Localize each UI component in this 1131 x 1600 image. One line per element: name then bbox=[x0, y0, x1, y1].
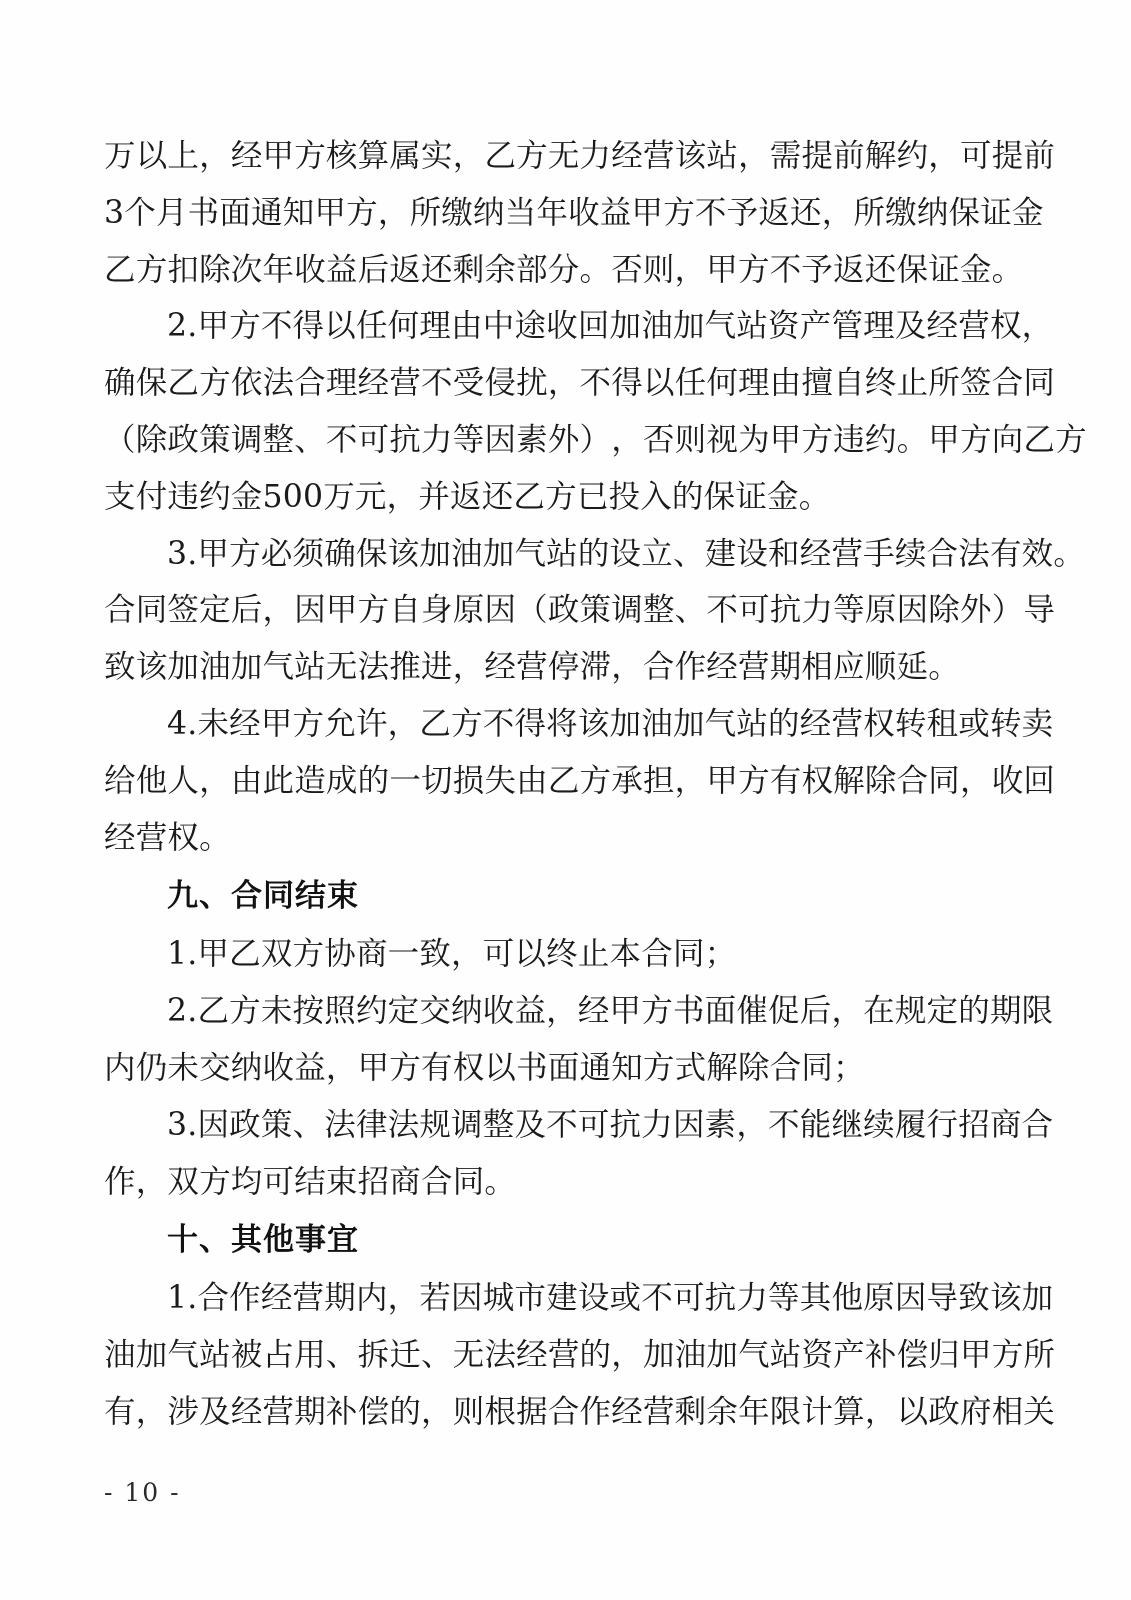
section-heading-nine: 九、合同结束 bbox=[167, 878, 359, 915]
text-glyph: 甲 bbox=[631, 194, 664, 231]
text-glyph: 加 bbox=[706, 1337, 739, 1374]
text-glyph: 力 bbox=[801, 592, 834, 629]
text-glyph: 经 bbox=[611, 138, 643, 174]
text-glyph: 方 bbox=[801, 421, 834, 458]
text-glyph: 余 bbox=[706, 1393, 739, 1430]
text-glyph: 提 bbox=[801, 138, 834, 174]
text-glyph: ， bbox=[864, 1393, 897, 1430]
text-glyph: 方 bbox=[346, 194, 378, 231]
text-glyph: 同 bbox=[135, 592, 168, 629]
text-line bbox=[104, 128, 1056, 185]
section-nine-item-3 bbox=[104, 1097, 1054, 1211]
text-glyph: 营 bbox=[642, 138, 675, 174]
text-line bbox=[104, 753, 1056, 810]
text-glyph: 合 bbox=[104, 592, 136, 629]
text-glyph: 、 bbox=[325, 1337, 358, 1374]
text-glyph: 除 bbox=[864, 762, 897, 799]
text-glyph: 计 bbox=[801, 1393, 834, 1430]
text-glyph: 实 bbox=[421, 138, 453, 174]
text-glyph: 法 bbox=[484, 1337, 517, 1374]
text-glyph: 个 bbox=[124, 194, 156, 231]
text-glyph: 解 bbox=[833, 762, 865, 799]
text-glyph: 合 bbox=[547, 1393, 580, 1430]
text-glyph: 担 bbox=[642, 762, 675, 799]
text-glyph: 扰 bbox=[516, 365, 548, 402]
text-glyph: 方 bbox=[579, 762, 612, 799]
text-glyph: 整 bbox=[642, 592, 675, 629]
text-glyph: 万 bbox=[104, 138, 136, 174]
text-glyph: 由 bbox=[230, 762, 263, 799]
text-glyph: 收 bbox=[568, 194, 600, 231]
text-glyph: 除 bbox=[928, 592, 960, 629]
text-glyph: 补 bbox=[325, 1393, 358, 1430]
text-glyph: 用 bbox=[294, 1337, 326, 1374]
text-line bbox=[104, 1097, 1054, 1154]
text-line bbox=[104, 639, 1026, 696]
text-glyph: 可 bbox=[959, 138, 992, 174]
text-glyph: 方 bbox=[991, 1337, 1024, 1374]
text-glyph: 依 bbox=[230, 365, 263, 402]
text-glyph: 提 bbox=[991, 138, 1024, 174]
text-glyph: ， bbox=[928, 138, 960, 174]
text-glyph: 气 bbox=[738, 1337, 770, 1374]
text-glyph: 因 bbox=[294, 592, 326, 629]
clause-3 bbox=[104, 526, 1086, 696]
text-line bbox=[104, 696, 1054, 753]
text-glyph: 为 bbox=[738, 421, 770, 458]
text-glyph: 经 bbox=[230, 1393, 263, 1430]
text-glyph: 经 bbox=[230, 138, 263, 174]
text-glyph: 关 bbox=[1023, 1393, 1056, 1430]
text-glyph: 人 bbox=[167, 762, 200, 799]
text-glyph: 甲 bbox=[769, 421, 802, 458]
text-glyph: 整 bbox=[262, 421, 295, 458]
text-glyph: 该 bbox=[674, 138, 707, 174]
text-glyph: 3 bbox=[104, 194, 125, 231]
text-glyph: 加 bbox=[642, 1337, 675, 1374]
text-glyph: 所 bbox=[1023, 1337, 1056, 1374]
text-glyph: 需 bbox=[769, 138, 802, 174]
text-line bbox=[104, 526, 1086, 583]
text-glyph: 他 bbox=[135, 762, 168, 799]
text-glyph: 乙 bbox=[1023, 421, 1056, 458]
text-line-content: 1.合作经营期内，若因城市建设或不可抗力等其他原因导致该加 bbox=[167, 1280, 1054, 1317]
text-line-content: 致该加油加气站无法推进，经营停滞，合作经营期相应顺延。 bbox=[104, 649, 960, 686]
text-glyph: 保 bbox=[948, 194, 981, 231]
text-glyph: ， bbox=[421, 1393, 453, 1430]
text-glyph: 向 bbox=[991, 421, 1024, 458]
text-glyph: 限 bbox=[769, 1393, 802, 1430]
text-glyph: 合 bbox=[896, 762, 929, 799]
text-glyph: ， bbox=[262, 592, 295, 629]
text-glyph: 力 bbox=[579, 138, 612, 174]
text-glyph: 因 bbox=[484, 421, 517, 458]
text-glyph: 气 bbox=[167, 1337, 200, 1374]
text-glyph: 以 bbox=[135, 138, 168, 174]
text-glyph: 定 bbox=[199, 592, 231, 629]
text-glyph: 力 bbox=[421, 421, 453, 458]
text-glyph: 则 bbox=[452, 1393, 485, 1430]
text-glyph: 益 bbox=[599, 194, 632, 231]
text-glyph: 法 bbox=[262, 365, 295, 402]
text-line bbox=[104, 1384, 1056, 1441]
text-line bbox=[104, 1154, 1026, 1211]
text-glyph: 月 bbox=[155, 194, 188, 231]
text-glyph: 缴 bbox=[441, 194, 473, 231]
text-glyph: 因 bbox=[484, 592, 517, 629]
text-glyph: ， bbox=[611, 421, 643, 458]
text-glyph: 外 bbox=[547, 421, 580, 458]
text-glyph: 确 bbox=[104, 365, 136, 402]
text-glyph: 期 bbox=[294, 1393, 326, 1430]
text-glyph: 证 bbox=[980, 194, 1012, 231]
text-glyph: 约 bbox=[864, 421, 897, 458]
text-glyph: 有 bbox=[769, 762, 802, 799]
text-glyph: 政 bbox=[928, 1393, 960, 1430]
text-glyph: 合 bbox=[294, 365, 326, 402]
text-glyph: 营 bbox=[642, 1393, 675, 1430]
text-line-content: 3.因政策、法律法规调整及不可抗力因素，不能继续履行招商合 bbox=[167, 1106, 1054, 1143]
text-glyph: 偿 bbox=[896, 1337, 929, 1374]
text-glyph: 不 bbox=[421, 365, 453, 402]
text-glyph: ， bbox=[199, 138, 231, 174]
text-glyph: 的 bbox=[389, 1393, 422, 1430]
text-glyph: ， bbox=[674, 762, 707, 799]
text-glyph: 还 bbox=[790, 194, 822, 231]
text-glyph: 方 bbox=[294, 138, 326, 174]
text-glyph: 根 bbox=[484, 1393, 517, 1430]
text-glyph: 营 bbox=[547, 1337, 580, 1374]
text-glyph: 。 bbox=[896, 421, 929, 458]
text-glyph: 属 bbox=[389, 138, 422, 174]
text-glyph: 造 bbox=[294, 762, 326, 799]
text-line-content: 3.甲方必须确保该加油加气站的设立、建设和经营手续合法有效。 bbox=[167, 535, 1086, 572]
text-glyph: 所 bbox=[853, 194, 886, 231]
text-line-content: 2.甲方不得以任何理由中途收回加油加气站资产管理及经营权， bbox=[167, 308, 1054, 345]
text-glyph: 站 bbox=[769, 1337, 802, 1374]
paragraph-continued bbox=[104, 128, 1056, 298]
text-glyph: 资 bbox=[801, 1337, 834, 1374]
text-glyph: 权 bbox=[801, 762, 834, 799]
document-body bbox=[104, 128, 1087, 1441]
text-glyph: 以 bbox=[896, 1393, 929, 1430]
clause-2 bbox=[104, 298, 1087, 525]
text-glyph: 甲 bbox=[959, 1337, 992, 1374]
text-glyph: 策 bbox=[579, 592, 612, 629]
text-glyph: 剩 bbox=[674, 1393, 707, 1430]
text-glyph: 作 bbox=[579, 1393, 612, 1430]
text-line bbox=[104, 810, 1026, 867]
text-glyph: 前 bbox=[833, 138, 865, 174]
text-glyph: 调 bbox=[230, 421, 263, 458]
text-glyph: 无 bbox=[452, 1337, 485, 1374]
text-glyph: 偿 bbox=[357, 1393, 390, 1430]
text-glyph: 知 bbox=[282, 194, 315, 231]
text-glyph: ， bbox=[547, 365, 580, 402]
text-glyph: 何 bbox=[706, 365, 739, 402]
text-glyph: 收 bbox=[991, 762, 1024, 799]
text-glyph: 违 bbox=[833, 421, 865, 458]
text-glyph: 抗 bbox=[769, 592, 802, 629]
text-glyph: 据 bbox=[516, 1393, 548, 1430]
text-line bbox=[104, 983, 1054, 1040]
text-glyph: 理 bbox=[325, 365, 358, 402]
text-glyph: 经 bbox=[611, 1393, 643, 1430]
text-glyph: 返 bbox=[758, 194, 791, 231]
text-glyph: ， bbox=[135, 1393, 168, 1430]
text-glyph: 给 bbox=[104, 762, 136, 799]
text-glyph: 切 bbox=[421, 762, 453, 799]
text-glyph: 损 bbox=[452, 762, 485, 799]
text-glyph: 自 bbox=[389, 592, 422, 629]
text-glyph: 当 bbox=[504, 194, 537, 231]
text-glyph: 、 bbox=[421, 1337, 453, 1374]
text-glyph: 签 bbox=[167, 592, 200, 629]
text-glyph: 营 bbox=[389, 365, 422, 402]
text-glyph: 面 bbox=[219, 194, 252, 231]
text-glyph: 书 bbox=[187, 194, 220, 231]
text-line bbox=[104, 582, 1056, 639]
text-glyph: ， bbox=[199, 762, 231, 799]
text-glyph: 迁 bbox=[389, 1337, 422, 1374]
text-glyph: 的 bbox=[579, 1337, 612, 1374]
text-line-content: 支付违约金500万元，并返还乙方已投入的保证金。 bbox=[104, 478, 831, 515]
clause-4 bbox=[104, 696, 1056, 866]
text-glyph: 甲 bbox=[706, 762, 739, 799]
text-glyph: 纳 bbox=[472, 194, 505, 231]
text-glyph: 则 bbox=[674, 421, 707, 458]
text-line bbox=[104, 469, 1026, 526]
text-glyph: 所 bbox=[409, 194, 442, 231]
text-glyph: ， bbox=[821, 194, 854, 231]
text-glyph: 年 bbox=[738, 1393, 770, 1430]
text-glyph: 政 bbox=[547, 592, 580, 629]
text-glyph: 解 bbox=[864, 138, 897, 174]
text-glyph: 归 bbox=[928, 1337, 960, 1374]
section-heading-ten: 十、其他事宜 bbox=[167, 1222, 359, 1259]
text-glyph: 终 bbox=[864, 365, 897, 402]
text-glyph: 府 bbox=[959, 1393, 992, 1430]
text-glyph: 纳 bbox=[916, 194, 949, 231]
text-glyph: 核 bbox=[325, 138, 358, 174]
text-glyph: 甲 bbox=[314, 194, 347, 231]
text-glyph: 站 bbox=[199, 1337, 231, 1374]
text-glyph: 任 bbox=[674, 365, 707, 402]
text-line bbox=[104, 1327, 1056, 1384]
text-glyph: 方 bbox=[1055, 421, 1087, 458]
text-glyph: 及 bbox=[199, 1393, 231, 1430]
text-glyph: ） bbox=[579, 421, 612, 458]
text-glyph: 方 bbox=[357, 592, 390, 629]
text-line bbox=[104, 1040, 1026, 1097]
text-glyph: 金 bbox=[1011, 194, 1044, 231]
text-line bbox=[104, 355, 1056, 412]
text-glyph: 除 bbox=[135, 421, 168, 458]
text-glyph: 甲 bbox=[325, 592, 358, 629]
text-glyph: 的 bbox=[357, 762, 390, 799]
text-glyph: 油 bbox=[674, 1337, 707, 1374]
text-line-content: 乙方扣除次年收益后返还剩余部分。否则，甲方不予返还保证金。 bbox=[104, 251, 1024, 288]
text-glyph: 回 bbox=[1023, 762, 1056, 799]
text-line-content: 作，双方均可结束招商合同。 bbox=[104, 1163, 517, 1200]
text-line-content: 4.未经甲方允许，乙方不得将该加油加气站的经营权转租或转卖 bbox=[167, 705, 1054, 742]
text-glyph: 乙 bbox=[484, 138, 517, 174]
text-glyph: ， bbox=[377, 194, 410, 231]
text-glyph: 外 bbox=[959, 592, 992, 629]
text-glyph: 营 bbox=[262, 1393, 295, 1430]
text-glyph: 同 bbox=[1023, 365, 1056, 402]
text-glyph: 由 bbox=[769, 365, 802, 402]
text-glyph: 经 bbox=[516, 1337, 548, 1374]
text-line bbox=[104, 242, 1026, 299]
text-glyph: 侵 bbox=[484, 365, 517, 402]
text-glyph: 方 bbox=[959, 421, 992, 458]
text-glyph: 所 bbox=[928, 365, 960, 402]
text-glyph: 调 bbox=[611, 592, 643, 629]
text-glyph: 策 bbox=[199, 421, 231, 458]
text-glyph: 算 bbox=[833, 1393, 865, 1430]
text-glyph: 等 bbox=[452, 421, 485, 458]
text-glyph: 擅 bbox=[801, 365, 834, 402]
text-glyph: （ bbox=[104, 421, 136, 458]
page-number: - 10 - bbox=[104, 1478, 181, 1507]
text-glyph: 否 bbox=[642, 421, 675, 458]
text-glyph: 甲 bbox=[928, 421, 960, 458]
text-glyph: 签 bbox=[959, 365, 992, 402]
text-glyph: 导 bbox=[1023, 592, 1056, 629]
text-glyph: 予 bbox=[726, 194, 759, 231]
text-glyph: 经 bbox=[357, 365, 390, 402]
text-glyph: 方 bbox=[663, 194, 695, 231]
section-nine-item-1 bbox=[104, 926, 1026, 983]
text-glyph: 占 bbox=[262, 1337, 295, 1374]
text-glyph: 理 bbox=[738, 365, 770, 402]
text-glyph: 涉 bbox=[167, 1393, 200, 1430]
text-glyph: 后 bbox=[230, 592, 263, 629]
text-line-content: 1.甲乙双方协商一致，可以终止本合同； bbox=[167, 936, 737, 973]
text-glyph: 乙 bbox=[547, 762, 580, 799]
text-line-content: 2.乙方未按照约定交纳收益，经甲方书面催促后，在规定的期限 bbox=[167, 993, 1054, 1030]
text-glyph: 上 bbox=[167, 138, 200, 174]
text-glyph: 身 bbox=[421, 592, 453, 629]
text-line bbox=[104, 298, 1054, 355]
text-glyph: 年 bbox=[536, 194, 569, 231]
text-glyph: 承 bbox=[611, 762, 643, 799]
text-glyph: 、 bbox=[674, 592, 707, 629]
text-glyph: 素 bbox=[516, 421, 548, 458]
text-glyph: 自 bbox=[833, 365, 865, 402]
text-glyph: 有 bbox=[104, 1393, 136, 1430]
text-line-content: 内仍未交纳收益，甲方有权以书面通知方式解除合同； bbox=[104, 1049, 865, 1086]
text-glyph: 得 bbox=[611, 365, 643, 402]
text-glyph: 不 bbox=[706, 592, 739, 629]
text-glyph: 加 bbox=[135, 1337, 168, 1374]
text-glyph: ， bbox=[738, 138, 770, 174]
text-glyph: 一 bbox=[389, 762, 422, 799]
text-line bbox=[104, 926, 1026, 983]
text-glyph: 不 bbox=[325, 421, 358, 458]
text-glyph: 拆 bbox=[357, 1337, 390, 1374]
text-glyph: 油 bbox=[104, 1337, 136, 1374]
section-nine-item-2 bbox=[104, 983, 1054, 1097]
text-glyph: 算 bbox=[357, 138, 390, 174]
text-glyph: 前 bbox=[1023, 138, 1056, 174]
text-line bbox=[104, 185, 1044, 242]
text-glyph: 缴 bbox=[885, 194, 917, 231]
text-glyph: 通 bbox=[251, 194, 283, 231]
text-line bbox=[104, 1270, 1054, 1327]
text-glyph: 因 bbox=[896, 592, 929, 629]
text-glyph: 止 bbox=[896, 365, 929, 402]
text-glyph: 原 bbox=[452, 592, 485, 629]
text-glyph: 被 bbox=[230, 1337, 263, 1374]
text-glyph: 同 bbox=[928, 762, 960, 799]
text-glyph: 等 bbox=[833, 592, 865, 629]
text-glyph: 视 bbox=[706, 421, 739, 458]
text-glyph: 由 bbox=[516, 762, 548, 799]
text-glyph: ， bbox=[611, 1337, 643, 1374]
text-glyph: ） bbox=[991, 592, 1024, 629]
text-glyph: 不 bbox=[579, 365, 612, 402]
text-glyph: ， bbox=[452, 138, 485, 174]
text-glyph: 抗 bbox=[389, 421, 422, 458]
section-ten-item-1 bbox=[104, 1270, 1056, 1440]
text-glyph: 方 bbox=[199, 365, 231, 402]
text-line-content: 经营权。 bbox=[104, 819, 231, 856]
text-glyph: 合 bbox=[991, 365, 1024, 402]
text-glyph: 不 bbox=[694, 194, 727, 231]
text-glyph: 以 bbox=[642, 365, 675, 402]
text-glyph: 甲 bbox=[262, 138, 295, 174]
text-glyph: ， bbox=[959, 762, 992, 799]
text-glyph: 此 bbox=[262, 762, 295, 799]
text-glyph: 、 bbox=[294, 421, 326, 458]
text-glyph: 保 bbox=[135, 365, 168, 402]
text-glyph: （ bbox=[516, 592, 548, 629]
text-glyph: 乙 bbox=[167, 365, 200, 402]
text-glyph: 相 bbox=[991, 1393, 1024, 1430]
text-glyph: 无 bbox=[547, 138, 580, 174]
text-glyph: 方 bbox=[738, 762, 770, 799]
text-glyph: 原 bbox=[864, 592, 897, 629]
text-glyph: 补 bbox=[864, 1337, 897, 1374]
text-glyph: 受 bbox=[452, 365, 485, 402]
text-glyph: 站 bbox=[706, 138, 739, 174]
text-glyph: 约 bbox=[896, 138, 929, 174]
text-glyph: 失 bbox=[484, 762, 517, 799]
text-line bbox=[104, 412, 1087, 469]
text-glyph: 可 bbox=[357, 421, 390, 458]
text-glyph: 成 bbox=[325, 762, 358, 799]
text-glyph: 可 bbox=[738, 592, 770, 629]
text-glyph: 产 bbox=[833, 1337, 865, 1374]
text-glyph: 政 bbox=[167, 421, 200, 458]
text-glyph: 方 bbox=[516, 138, 548, 174]
